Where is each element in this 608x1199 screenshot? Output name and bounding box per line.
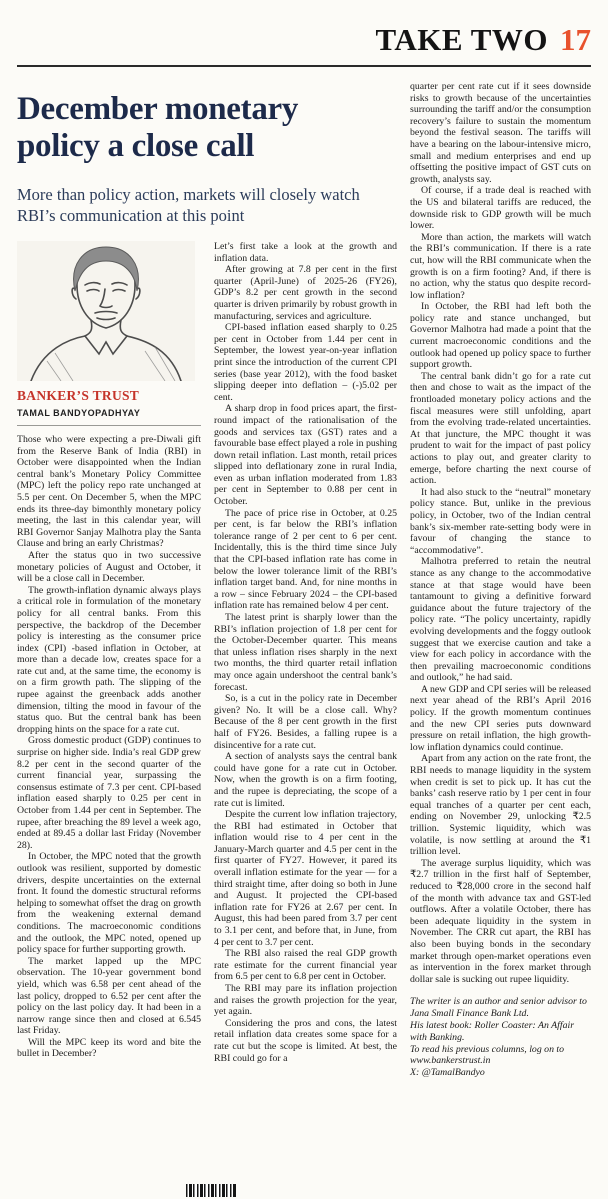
article-paragraph: A sharp drop in food prices apart, the first-round impact of the rationalisation of the goods and services tax (GST) rates and a favourable base effect played a role in pushing down retail inflation. Last month, retail prices slipped into deflationary zone in rural India, even as urban inflation moderated from 1.83 per cent in September to 0.88 per cent in October. (214, 403, 397, 508)
article-paragraph: After the status quo in two successive monetary policies of August and October, it will be a close call in December. (17, 549, 201, 585)
author-name: TAMAL BANDYOPADHYAY (17, 408, 141, 418)
article-paragraph: More than action, the markets will watch the RBI’s communication. If there is a rate cut, how will the RBI communicate when the growth is on a firm footing? And, if there is no action, why the status quo despite record-low inflation? (410, 231, 591, 301)
article-paragraph: It had also stuck to the “neutral” monetary policy stance. But, unlike in the previous policy, in October, two of the Indian central bank’s six-member rate-setting body were in favour of changing the stance to “accommodative”. (410, 486, 591, 556)
article-paragraph: CPI-based inflation eased sharply to 0.25 per cent in October from 1.44 per cent in September, the lowest year-on-year inflation print since the introduction of the current CPI series (base year 2012), with the food basket slipping deeper into deflation – (-)5.02 per cent. (214, 322, 397, 403)
article-paragraph: The pace of price rise in October, at 0.25 per cent, is far below the RBI’s inflation tolerance range of 2 per cent to 6 per cent. Incidentally, this is the third time since July that the CPI-based inflation rate has come in below the lower tolerance limit of the RBI’s inflation target band. And, for nine months in a row – since February 2024 – the CPI-based inflation rate has remained below 4 per cent. (214, 507, 397, 612)
section-header (17, 0, 591, 58)
header-rule (17, 65, 591, 67)
article-paragraph: A section of analysts says the central bank could have gone for a rate cut in October. Now, when the growth is on a firm footing, and the rupee is depreciating, the scope of a rate cut is limited. (214, 751, 397, 809)
article-body-col3 (410, 81, 591, 985)
article-paragraph: Let’s first take a look at the growth and inflation data. (214, 241, 397, 264)
article-paragraph: Apart from any action on the rate front, the RBI needs to manage liquidity in the system when credit is set to pick up. It has cut the banks’ cash reserve ratio by 1 per cent in four equal tranches of a quarter per cent each, ending on November 29, unlocking ₹2.5 trillion. Systemic liquidity, which was volatile, is now settling at around the ₹1 trillion level. (410, 753, 591, 858)
article-paragraph: In October, the MPC noted that the growth outlook was resilient, supported by domestic drivers, despite uncertainties on the external front. It found the domestic structural reforms helping to somewhat offset the drag on growth from the weakening external demand conditions. The macroeconomic conditions and the outlook, the MPC noted, opened up policy space for further supporting growth. (17, 851, 201, 956)
article-paragraph: Malhotra preferred to retain the neutral stance as any change to the accommodative stance at that stage would have been tantamount to giving a definitive forward guidance about the future trajectory of the policy rate. “The policy uncertainty, rapidly evolving developments and the foggy outlook suggest that we exercise caution and take a view for each policy in accordance with the then prevailing macroeconomic conditions and outlook,” he had said. (410, 556, 591, 684)
article-paragraph: Will the MPC keep its word and bite the bullet in December? (17, 1036, 201, 1060)
author-bio-line: His latest book: Roller Coaster: An Affair with Banking. (410, 1019, 575, 1043)
article-column-2 (214, 241, 397, 1064)
article-paragraph: So, is a cut in the policy rate in December given? No. It will be a close call. Why? Because of the 8 per cent growth in the first half of FY26. Besides, a falling rupee is a disincentive for a rate cut. (214, 693, 397, 751)
barcode (186, 1184, 236, 1197)
author-portrait-sketch (17, 241, 195, 381)
article-paragraph: After growing at 7.8 per cent in the first quarter (April-June) of 2025-26 (FY26), GDP’s 8.2 per cent growth in the second quarter is driven primarily by robust growth in manufacturing, services and agriculture. (214, 264, 397, 322)
page-number: 17 (560, 22, 591, 57)
article-left-section (17, 80, 397, 1079)
article-paragraph: Of course, if a trade deal is reached with the US and bilateral tariffs are reduced, the downside risk to GDP growth will be much lower. (410, 185, 591, 232)
article-paragraph: The central bank didn’t go for a rate cut then and chose to wait as the impact of the frontloaded monetary policy actions and the fiscal measures were still unfolding, apart from the evolving trade-related uncertainties. At that juncture, the MPC thought it was prudent to wait for the impact of past policy actions to play out, and greater clarity to emerge, before charting the next course of action. (410, 370, 591, 487)
author-bio-line: X: @TamalBandyo (410, 1067, 485, 1079)
article-two-columns (17, 241, 397, 1064)
article-paragraph: The market lapped up the MPC observation. The 10-year government bond yield, which was 6.58 per cent ahead of the last policy, dropped to 6.52 per cent after the policy on the last policy day. It had been in a narrow range since then and closed at 6.545 last Friday. (17, 955, 201, 1037)
article-paragraph: The growth-inflation dynamic always plays a critical role in formulation of the monetary policy for all central banks. From this perspective, the backdrop of the December policy is interesting as the consumer price index (CPI) -based inflation in October, at more than a decade low, creates space for a rate cut and, at the same time, the economy is on a firm growth path. The slipping of the rupee against the greenback adds another dimension, tilting the mood in favour of the status quo. But the central bank has been dropping hints on the space for a rate cut. (17, 584, 201, 735)
article-paragraph: quarter per cent rate cut if it sees downside risks to growth because of the uncertainties surrounding the tariff and/or the consumption recovery’s failure to sustain the momentum beyond the festival season. The tariffs will have a bearing on the labour-intensive micro, small and medium enterprises and end up offsetting the positive impact of GST cuts on growth, analysts say. (410, 81, 591, 185)
author-bio-line: The writer is an author and senior advisor to Jana Small Finance Bank Ltd. (410, 996, 587, 1020)
portrait-illustration (17, 241, 195, 381)
article-body-col1 (17, 434, 201, 1060)
article-headline: December monetary policy a close call (17, 91, 299, 164)
byline-block (17, 388, 201, 426)
article-body-col2 (214, 241, 397, 1064)
author-bio-line: To read his previous columns, log on to www.bankerstrust.in (410, 1043, 565, 1067)
article-column-3 (410, 80, 591, 1079)
article-paragraph: In October, the RBI had left both the policy rate and stance unchanged, but Governor Malhotra had made a point that the current macroeconomic conditions and the outlook had opened up policy space to further support growth. (410, 301, 591, 371)
article-paragraph: Gross domestic product (GDP) continues to surprise on higher side. India’s real GDP grew 8.2 per cent in the second quarter of the current financial year, surpassing the consensus estimate of 7.3 per cent. CPI-based inflation eased sharply to 0.25 per cent in October from 1.44 per cent in September. The rupee, after breaching the 89 level a week ago, ended at 89.45 a dollar last Friday (November 28). (17, 735, 201, 851)
column-kicker: BANKER’S TRUST (17, 388, 140, 403)
article-paragraph: Those who were expecting a pre-Diwali gift from the Reserve Bank of India (RBI) in October were disappointed when the Indian central bank’s Monetary Policy Committee (MPC) left the policy repo rate unchanged at 5.5 per cent. On December 5, when the MPC ends its three-day bimonthly monetary policy meeting, the last in this calendar year, will RBI Governor Sanjay Malhotra play the Santa Clause and bring an early Christmas? (17, 434, 201, 550)
article-column-1 (17, 241, 201, 1064)
article-paragraph: Despite the current low inflation trajectory, the RBI had estimated in October that inflation would rise to 4 per cent in the January-March quarter and 4.5 per cent in the first quarter of FY27. However, it pared its overall inflation estimate for the year — for a third straight time, after doing so both in June and August. It projected the CPI-based inflation rate for FY26 at 2.67 per cent. In August, this had been pared from 3.7 per cent to 3.1 per cent, and before that, in June, from 4 per cent to 3.7 per cent. (214, 809, 397, 948)
article-paragraph: The latest print is sharply lower than the RBI’s inflation projection of 1.8 per cent for the October-December quarter. This means that unless inflation rises sharply in the next two months, the third quarter retail inflation may once again undershoot the central bank’s forecast. (214, 612, 397, 693)
article-standfirst: More than policy action, markets will closely watch RBI’s communication at this point (17, 185, 360, 225)
article-paragraph: The average surplus liquidity, which was ₹2.7 trillion in the first half of September, reduced to ₹28,000 crore in the second half of the month with advance tax and GST-led outflows. After a volatile October, there has been adequate liquidity in the system in November. The CRR cut apart, the RBI has also been buying bonds in the secondary market through open-market operations even as intervention in the forex market through dollar sale is sucking out rupee liquidity. (410, 857, 591, 985)
article-paragraph: Considering the pros and cons, the latest retail inflation data creates some space for a rate cut but the scope is limited. At best, the RBI could go for a (214, 1017, 397, 1064)
article-paragraph: The RBI may pare its inflation projection and raises the growth projection for the year, yet again. (214, 983, 397, 1018)
author-bio (410, 996, 591, 1079)
article-paragraph: A new GDP and CPI series will be released next year ahead of the RBI’s April 2016 policy. If the growth momentum continues and the new CPI series puts downward pressure on retail inflation, the high growth-low inflation dynamics could continue. (410, 683, 591, 753)
article-content (17, 80, 591, 1079)
section-title: TAKE TWO (375, 22, 548, 57)
article-paragraph: The RBI also raised the real GDP growth rate estimate for the current financial year from 6.5 per cent to 6.8 per cent in October. (214, 948, 397, 983)
